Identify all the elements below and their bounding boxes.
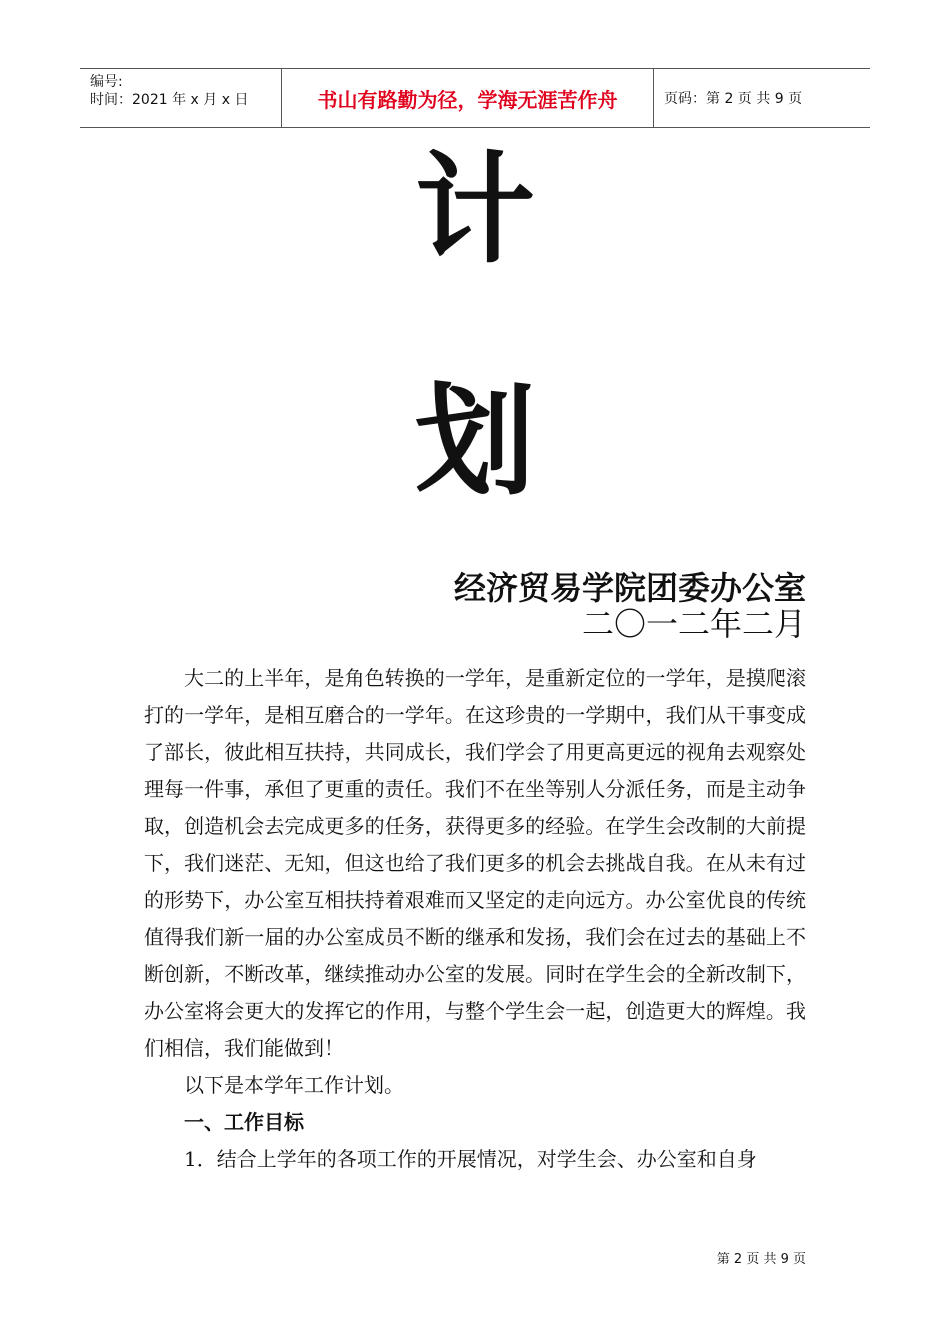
- number-label: 编号:: [90, 74, 123, 90]
- title-char-1: 计: [415, 139, 535, 280]
- page-footer: 第 2 页 共 9 页: [716, 1252, 806, 1267]
- organization-name: 经济贸易学院团委办公室: [453, 569, 806, 607]
- list-item: 1．结合上学年的各项工作的开展情况，对学生会、办公室和自身: [184, 1147, 757, 1171]
- document-body: [144, 660, 806, 1178]
- time-label: 时间：2021 年 x 月 x 日: [90, 92, 249, 108]
- document-date: 二〇一二年二月: [581, 605, 806, 643]
- body-paragraph-1: 大二的上半年，是角色转换的一学年，是重新定位的一学年，是摸爬滚打的一学年，是相互磨合的一学年。在这珍贵的一学期中，我们从干事变成了部长，彼此相互扶持，共同成长，我们学会了用更高更远的视角去观察处理每一件事，承但了更重的责任。我们不在坐等别人分派任务，而是主动争取，创造机会去完成更多的任务，获得更多的经验。在学生会改制的大前提下，我们迷茫、无知，但这也给了我们更多的机会去挑战自我。在从未有过的形势下，办公室互相扶持着艰难而又坚定的走向远方。办公室优良的传统值得我们新一届的办公室成员不断的继承和发扬，我们会在过去的基础上不断创新，不断改革，继续推动办公室的发展。同时在学生会的全新改制下，办公室将会更大的发挥它的作用，与整个学生会一起，创造更大的辉煌。我们相信，我们能做到！: [144, 666, 806, 1060]
- motto: 书山有路勤为径，学海无涯苦作舟: [282, 69, 654, 127]
- header-left-cell: [80, 69, 282, 127]
- title-char-2: 划: [415, 371, 535, 512]
- page-header: [80, 68, 870, 128]
- page-code: 页码：第 2 页 共 9 页: [664, 91, 803, 107]
- section-heading: 一、工作目标: [184, 1110, 304, 1134]
- body-paragraph-2: 以下是本学年工作计划。: [184, 1073, 404, 1097]
